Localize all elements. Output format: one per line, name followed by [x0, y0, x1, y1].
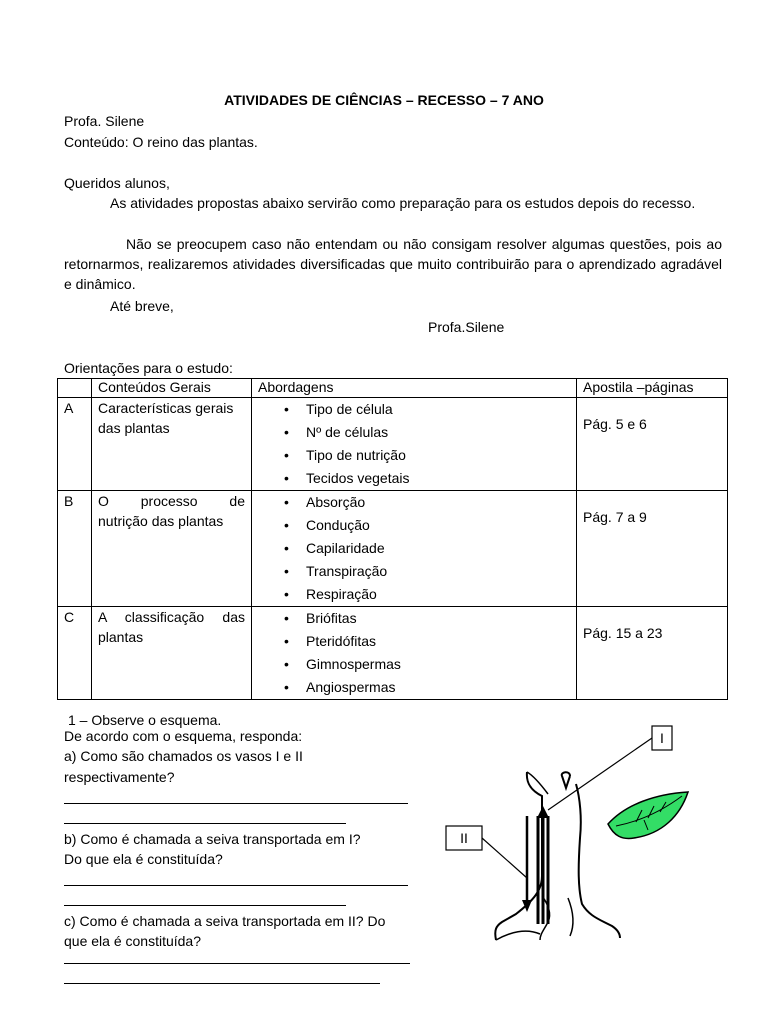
farewell: Até breve, — [110, 298, 174, 314]
row-topic-line: nutrição das plantas — [98, 513, 224, 529]
row-topic: Características gerais das plantas — [92, 398, 252, 491]
question-b-line1: b) Como é chamada a seiva transportada em I? — [64, 831, 361, 847]
list-item: • Briófitas — [306, 607, 570, 630]
tree-root — [540, 896, 573, 940]
exercise-heading: 1 – Observe o esquema. — [68, 712, 222, 728]
row-items — [252, 607, 577, 700]
row-pages: Pág. 7 a 9 — [577, 491, 728, 607]
pointer-line-2 — [482, 838, 527, 878]
list-item: • Tipo de célula — [306, 398, 570, 421]
row-letter: B — [58, 491, 92, 607]
row-items — [252, 398, 577, 491]
tree-trunk-right — [576, 784, 620, 938]
list-item: • Tecidos vegetais — [306, 467, 570, 490]
answer-line[interactable] — [64, 905, 346, 906]
arrow-down-icon — [522, 900, 532, 912]
row-items — [252, 491, 577, 607]
tree-branch-top — [562, 772, 570, 788]
list-item: • Nº de células — [306, 421, 570, 444]
arrow-up-icon — [537, 806, 549, 818]
row-pages: Pág. 15 a 23 — [577, 607, 728, 700]
tree-root-base — [496, 931, 540, 940]
teacher-name: Profa. Silene — [64, 113, 145, 129]
question-a-line1: a) Como são chamados os vasos I e II — [64, 748, 303, 764]
list-item: • Respiração — [306, 583, 570, 606]
table-row — [58, 398, 728, 491]
list-item: • Condução — [306, 514, 570, 537]
answer-line[interactable] — [64, 803, 408, 804]
header-cell: Apostila –páginas — [577, 379, 728, 398]
list-item: • Tipo de nutrição — [306, 444, 570, 467]
leaf — [608, 792, 688, 838]
answer-line[interactable] — [64, 885, 408, 886]
label-2: II — [460, 830, 468, 846]
question-c-line1: c) Como é chamada a seiva transportada em II? Do — [64, 913, 386, 929]
answer-line[interactable] — [64, 963, 410, 964]
table-caption: Orientações para o estudo: — [64, 360, 233, 376]
pointer-line-1 — [548, 738, 652, 810]
study-guide-table — [57, 378, 728, 700]
row-topic — [92, 607, 252, 700]
list-item: • Transpiração — [306, 560, 570, 583]
row-topic-line: plantas — [98, 629, 144, 645]
row-topic-line: O processo de — [98, 493, 245, 509]
tree-branch-left — [527, 772, 548, 794]
document-title: ATIVIDADES DE CIÊNCIAS – RECESSO – 7 ANO — [224, 92, 544, 108]
answer-line[interactable] — [64, 983, 380, 984]
tree-vessel-diagram — [430, 718, 700, 958]
signature: Profa.Silene — [428, 319, 505, 335]
label-1: I — [660, 730, 664, 746]
exercise-intro: De acordo com o esquema, responda: — [64, 728, 303, 744]
header-cell: Conteúdos Gerais — [92, 379, 252, 398]
row-letter: C — [58, 607, 92, 700]
question-c-line2: que ela é constituída? — [64, 933, 201, 949]
greeting: Queridos alunos, — [64, 175, 170, 191]
list-item: • Pteridófitas — [306, 630, 570, 653]
row-topic-line: A classificação das — [98, 609, 245, 625]
row-topic — [92, 491, 252, 607]
table-row — [58, 491, 728, 607]
answer-line[interactable] — [64, 823, 346, 824]
paragraph-1: As atividades propostas abaixo servirão como preparação para os estudos depois do recesso. — [110, 195, 696, 211]
list-item: • Angiospermas — [306, 676, 570, 699]
question-a-line2: respectivamente? — [64, 769, 175, 785]
list-item: • Capilaridade — [306, 537, 570, 560]
row-pages: Pág. 5 e 6 — [577, 398, 728, 491]
header-cell — [58, 379, 92, 398]
list-item: • Gimnospermas — [306, 653, 570, 676]
paragraph-2: Não se preocupem caso não entendam ou não consigam resolver algumas questões, pois ao retornarmos, realizaremos atividades diversificadas que muito contribuirão para o aprendizado agradável e dinâmico. — [64, 236, 722, 292]
content-subject: Conteúdo: O reino das plantas. — [64, 134, 258, 150]
row-letter: A — [58, 398, 92, 491]
header-cell: Abordagens — [252, 379, 577, 398]
table-header-row — [58, 379, 728, 398]
table-row — [58, 607, 728, 700]
list-item: • Absorção — [306, 491, 570, 514]
question-b-line2: Do que ela é constituída? — [64, 851, 223, 867]
